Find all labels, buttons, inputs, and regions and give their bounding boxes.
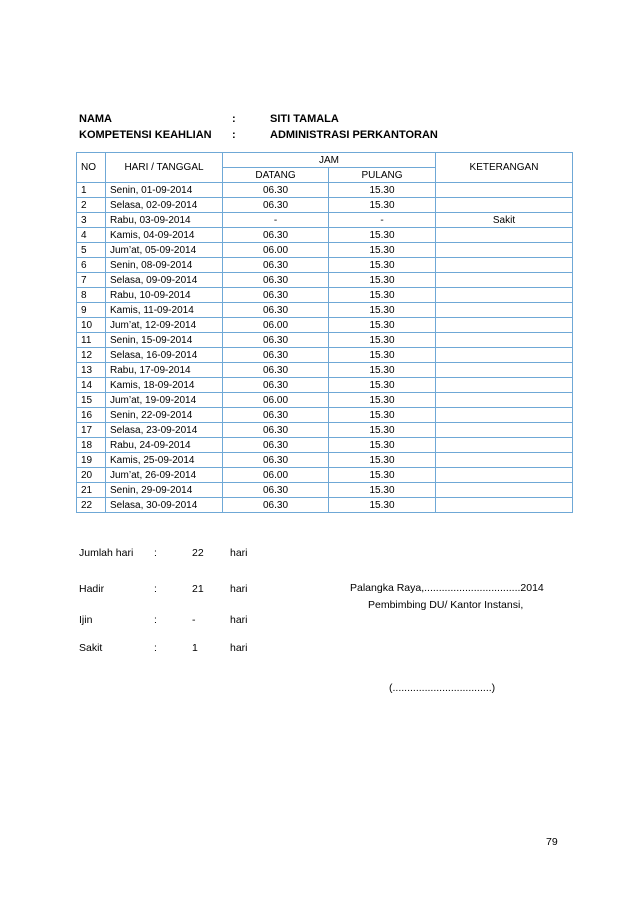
attendance-table — [76, 152, 573, 513]
row-jam-datang: 06.30 — [223, 438, 329, 453]
row-keterangan — [436, 408, 573, 423]
kompetensi-separator: : — [232, 129, 236, 141]
col-pulang-header: PULANG — [329, 168, 436, 183]
summary-label: Ijin — [79, 614, 93, 626]
row-keterangan — [436, 273, 573, 288]
table-row — [77, 228, 573, 243]
table-row — [77, 318, 573, 333]
table-row — [77, 423, 573, 438]
row-jam-datang: 06.00 — [223, 393, 329, 408]
row-jam-pulang: 15.30 — [329, 498, 436, 513]
summary-label: Jumlah hari — [79, 547, 134, 559]
row-jam-datang: 06.30 — [223, 363, 329, 378]
row-jam-datang: 06.30 — [223, 423, 329, 438]
row-hari-tanggal: Kamis, 11-09-2014 — [106, 303, 223, 318]
row-hari-tanggal: Kamis, 04-09-2014 — [106, 228, 223, 243]
summary-label: Hadir — [79, 583, 105, 595]
col-hari-header: HARI / TANGGAL — [106, 153, 223, 183]
row-no: 18 — [77, 438, 106, 453]
row-jam-pulang: 15.30 — [329, 288, 436, 303]
table-row — [77, 408, 573, 423]
table-row — [77, 288, 573, 303]
row-keterangan — [436, 348, 573, 363]
row-no: 13 — [77, 363, 106, 378]
page-number: 79 — [546, 836, 558, 848]
row-hari-tanggal: Senin, 29-09-2014 — [106, 483, 223, 498]
summary-unit: hari — [230, 614, 248, 626]
row-no: 20 — [77, 468, 106, 483]
nama-value: SITI TAMALA — [270, 113, 339, 125]
row-no: 15 — [77, 393, 106, 408]
signature-name-line: (..................................) — [389, 682, 496, 694]
table-row — [77, 333, 573, 348]
row-no: 5 — [77, 243, 106, 258]
row-hari-tanggal: Selasa, 09-09-2014 — [106, 273, 223, 288]
row-hari-tanggal: Jum’at, 26-09-2014 — [106, 468, 223, 483]
table-row — [77, 363, 573, 378]
row-hari-tanggal: Kamis, 25-09-2014 — [106, 453, 223, 468]
table-row — [77, 378, 573, 393]
row-hari-tanggal: Senin, 22-09-2014 — [106, 408, 223, 423]
row-jam-datang: 06.30 — [223, 378, 329, 393]
col-keterangan-header: KETERANGAN — [436, 153, 573, 183]
table-row — [77, 498, 573, 513]
row-no: 2 — [77, 198, 106, 213]
row-hari-tanggal: Selasa, 30-09-2014 — [106, 498, 223, 513]
summary-value: 22 — [192, 547, 204, 559]
row-hari-tanggal: Jum’at, 19-09-2014 — [106, 393, 223, 408]
row-jam-pulang: 15.30 — [329, 273, 436, 288]
row-keterangan — [436, 393, 573, 408]
row-keterangan — [436, 453, 573, 468]
row-keterangan — [436, 303, 573, 318]
summary-value: 21 — [192, 583, 204, 595]
nama-label: NAMA — [79, 113, 112, 125]
row-hari-tanggal: Selasa, 16-09-2014 — [106, 348, 223, 363]
row-jam-datang: 06.30 — [223, 408, 329, 423]
summary-unit: hari — [230, 642, 248, 654]
row-no: 10 — [77, 318, 106, 333]
row-hari-tanggal: Senin, 15-09-2014 — [106, 333, 223, 348]
table-row — [77, 468, 573, 483]
table-row — [77, 453, 573, 468]
row-jam-datang: 06.00 — [223, 243, 329, 258]
row-no: 11 — [77, 333, 106, 348]
row-keterangan — [436, 438, 573, 453]
summary-value: - — [192, 614, 196, 626]
row-jam-pulang: 15.30 — [329, 483, 436, 498]
row-keterangan — [436, 483, 573, 498]
place-date: Palangka Raya,.................................2014 — [350, 582, 544, 594]
row-keterangan — [436, 363, 573, 378]
row-keterangan — [436, 318, 573, 333]
row-no: 21 — [77, 483, 106, 498]
row-hari-tanggal: Kamis, 18-09-2014 — [106, 378, 223, 393]
table-row — [77, 243, 573, 258]
row-hari-tanggal: Jum’at, 05-09-2014 — [106, 243, 223, 258]
row-no: 14 — [77, 378, 106, 393]
row-jam-pulang: 15.30 — [329, 198, 436, 213]
row-no: 9 — [77, 303, 106, 318]
row-jam-pulang: 15.30 — [329, 423, 436, 438]
row-no: 6 — [77, 258, 106, 273]
summary-unit: hari — [230, 583, 248, 595]
table-row — [77, 393, 573, 408]
table-row — [77, 198, 573, 213]
row-jam-pulang: 15.30 — [329, 183, 436, 198]
row-jam-datang: 06.30 — [223, 228, 329, 243]
row-jam-pulang: 15.30 — [329, 408, 436, 423]
row-jam-datang: 06.30 — [223, 288, 329, 303]
table-row — [77, 213, 573, 228]
row-jam-pulang: 15.30 — [329, 393, 436, 408]
row-keterangan — [436, 468, 573, 483]
row-hari-tanggal: Selasa, 02-09-2014 — [106, 198, 223, 213]
row-hari-tanggal: Jum’at, 12-09-2014 — [106, 318, 223, 333]
table-body — [77, 183, 573, 513]
row-no: 3 — [77, 213, 106, 228]
summary-label: Sakit — [79, 642, 103, 654]
summary-separator: : — [154, 614, 157, 626]
kompetensi-value: ADMINISTRASI PERKANTORAN — [270, 129, 438, 141]
row-jam-datang: 06.30 — [223, 453, 329, 468]
row-hari-tanggal: Rabu, 17-09-2014 — [106, 363, 223, 378]
row-keterangan — [436, 183, 573, 198]
table-row — [77, 483, 573, 498]
row-jam-pulang: 15.30 — [329, 258, 436, 273]
row-jam-datang: 06.30 — [223, 273, 329, 288]
row-no: 17 — [77, 423, 106, 438]
row-jam-datang: 06.30 — [223, 183, 329, 198]
row-jam-pulang: 15.30 — [329, 348, 436, 363]
row-keterangan — [436, 288, 573, 303]
row-jam-pulang: 15.30 — [329, 228, 436, 243]
row-keterangan — [436, 228, 573, 243]
summary-separator: : — [154, 583, 157, 595]
row-jam-datang: 06.30 — [223, 333, 329, 348]
row-hari-tanggal: Rabu, 24-09-2014 — [106, 438, 223, 453]
row-jam-pulang: 15.30 — [329, 453, 436, 468]
row-keterangan — [436, 198, 573, 213]
kompetensi-label: KOMPETENSI KEAHLIAN — [79, 129, 212, 141]
row-jam-datang: 06.00 — [223, 318, 329, 333]
summary-separator: : — [154, 642, 157, 654]
row-hari-tanggal: Senin, 01-09-2014 — [106, 183, 223, 198]
row-jam-pulang: 15.30 — [329, 318, 436, 333]
row-keterangan — [436, 498, 573, 513]
row-jam-pulang: - — [329, 213, 436, 228]
col-no-header: NO — [77, 153, 106, 183]
row-jam-datang: 06.30 — [223, 258, 329, 273]
table-row — [77, 348, 573, 363]
row-keterangan — [436, 333, 573, 348]
row-hari-tanggal: Senin, 08-09-2014 — [106, 258, 223, 273]
row-jam-pulang: 15.30 — [329, 363, 436, 378]
row-keterangan — [436, 243, 573, 258]
row-hari-tanggal: Rabu, 10-09-2014 — [106, 288, 223, 303]
table-row — [77, 438, 573, 453]
row-keterangan — [436, 258, 573, 273]
row-jam-datang: 06.30 — [223, 498, 329, 513]
row-no: 8 — [77, 288, 106, 303]
row-jam-pulang: 15.30 — [329, 438, 436, 453]
row-jam-datang: 06.30 — [223, 348, 329, 363]
table-header-row — [77, 153, 573, 168]
row-keterangan: Sakit — [436, 213, 573, 228]
row-jam-datang: 06.30 — [223, 198, 329, 213]
col-datang-header: DATANG — [223, 168, 329, 183]
table-row — [77, 273, 573, 288]
row-no: 16 — [77, 408, 106, 423]
table-row — [77, 303, 573, 318]
row-no: 4 — [77, 228, 106, 243]
row-no: 7 — [77, 273, 106, 288]
row-keterangan — [436, 378, 573, 393]
row-jam-pulang: 15.30 — [329, 378, 436, 393]
row-jam-pulang: 15.30 — [329, 468, 436, 483]
row-hari-tanggal: Selasa, 23-09-2014 — [106, 423, 223, 438]
summary-separator: : — [154, 547, 157, 559]
row-no: 22 — [77, 498, 106, 513]
summary-unit: hari — [230, 547, 248, 559]
row-hari-tanggal: Rabu, 03-09-2014 — [106, 213, 223, 228]
row-no: 12 — [77, 348, 106, 363]
table-row — [77, 183, 573, 198]
row-jam-pulang: 15.30 — [329, 333, 436, 348]
table-row — [77, 258, 573, 273]
col-jam-header: JAM — [223, 153, 436, 168]
summary-value: 1 — [192, 642, 198, 654]
row-jam-pulang: 15.30 — [329, 243, 436, 258]
supervisor-title: Pembimbing DU/ Kantor Instansi, — [368, 599, 524, 611]
nama-separator: : — [232, 113, 236, 125]
row-jam-pulang: 15.30 — [329, 303, 436, 318]
row-no: 1 — [77, 183, 106, 198]
row-jam-datang: 06.30 — [223, 483, 329, 498]
row-jam-datang: 06.00 — [223, 468, 329, 483]
row-jam-datang: - — [223, 213, 329, 228]
row-keterangan — [436, 423, 573, 438]
row-jam-datang: 06.30 — [223, 303, 329, 318]
row-no: 19 — [77, 453, 106, 468]
